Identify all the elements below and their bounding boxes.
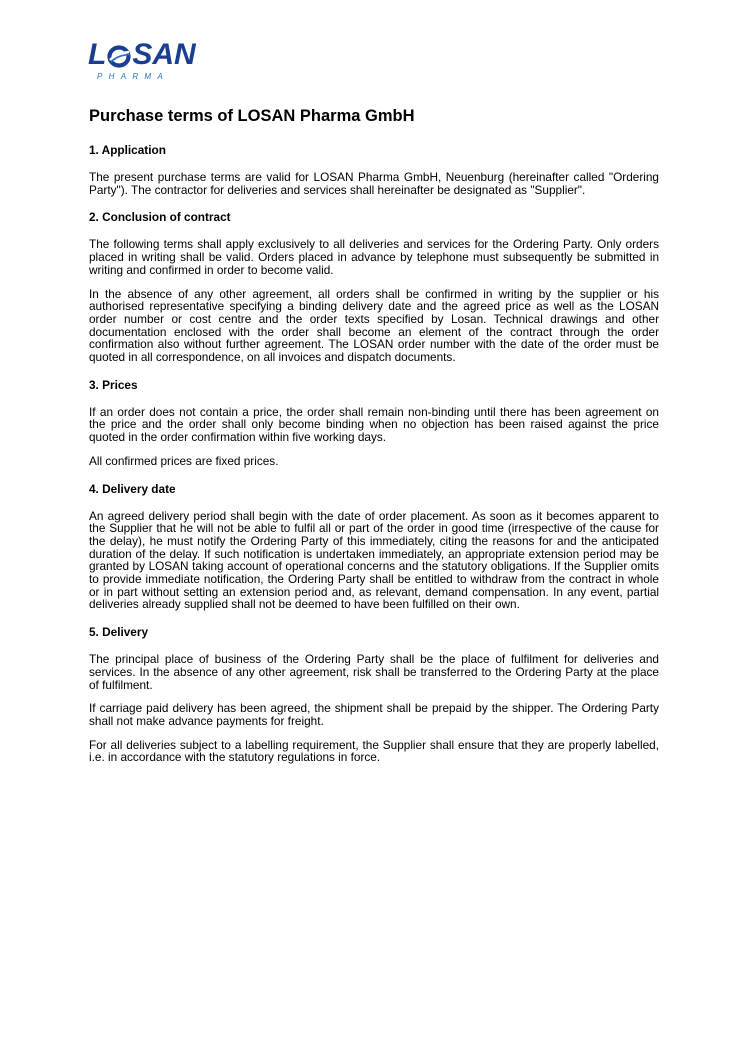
section-paragraph: If an order does not contain a price, the order shall remain non-binding until there has been agreement on the price and the order shall only become binding when no objection has been raised against the price quoted in the order confirmation within five working days. [89, 404, 659, 445]
losan-pharma-logo [88, 38, 218, 86]
section-delivery [89, 625, 659, 764]
section-paragraph: The principal place of business of the Ordering Party shall be the place of fulfilment for deliveries and services. In the absence of any other agreement, risk shall be transferred to the Ordering Party at the place of fulfilment. [89, 652, 659, 692]
logo-letter-l: L [88, 38, 107, 71]
logo-subtitle: PHARMA [97, 72, 170, 81]
section-heading: 5. Delivery [89, 625, 149, 640]
section-paragraph: The following terms shall apply exclusively to all deliveries and services for the Ordering Party. Only orders placed in writing shall be valid. Orders placed in advance by telephone must subsequently be submitted in writing and confirmed in order to become valid. [89, 237, 659, 277]
section-application [89, 143, 659, 196]
section-heading: 1. Application [89, 143, 166, 157]
logo-letters-san: SAN [132, 38, 196, 71]
section-delivery-date [89, 482, 659, 612]
section-heading: 2. Conclusion of contract [89, 210, 231, 225]
section-heading: 4. Delivery date [89, 481, 176, 496]
document-body [89, 143, 659, 778]
section-paragraph: The present purchase terms are valid for LOSAN Pharma GmbH, Neuenburg (hereinafter called "Ordering Party"). The contractor for deliveries and services shall hereinafter be designated as "Supplier". [89, 170, 659, 197]
logo-wordmark [88, 38, 196, 72]
section-paragraph: For all deliveries subject to a labelling requirement, the Supplier shall ensure that they are properly labelled, i.e. in accordance with the statutory regulations in force. [89, 737, 659, 765]
section-paragraph: In the absence of any other agreement, all orders shall be confirmed in writing by the supplier or his authorised representative specifying a binding delivery date and the agreed price as well as the LOSAN order number or cost centre and the order texts specified by Losan. Technical drawings and other documentation enclosed with the order shall become an element of the contract through the order confirmation also without further agreement. The LOSAN order number with the date of the order must be quoted in all correspondence, on all invoices and dispatch documents. [89, 286, 659, 365]
document-title: Purchase terms of LOSAN Pharma GmbH [89, 107, 415, 125]
section-prices [89, 378, 659, 468]
section-paragraph: All confirmed prices are fixed prices. [89, 453, 279, 468]
section-heading: 3. Prices [89, 377, 138, 392]
section-conclusion-of-contract [89, 210, 659, 363]
logo-o-emblem-icon [107, 44, 131, 66]
section-paragraph: An agreed delivery period shall begin with the date of order placement. As soon as it becomes apparent to the Supplier that he will not be able to fulfil all or part of the order in good time (irrespective of the cause for the delay), he must notify the Ordering Party of this immediately, citing the reasons for and the anticipated duration of the delay. If such notification is undertaken immediately, an appropriate extension period may be granted by LOSAN taking account of operational concerns and the statutory obligations. If the Supplier omits to provide immediate notification, the Ordering Party shall be entitled to withdraw from the contract in whole or in part without setting an extension period and, as relevant, demand compensation. In any event, partial deliveries already supplied shall not be deemed to have been fulfilled on their own. [89, 508, 659, 612]
section-paragraph: If carriage paid delivery has been agreed, the shipment shall be prepaid by the shipper. The Ordering Party shall not make advance payments for freight. [89, 701, 659, 728]
